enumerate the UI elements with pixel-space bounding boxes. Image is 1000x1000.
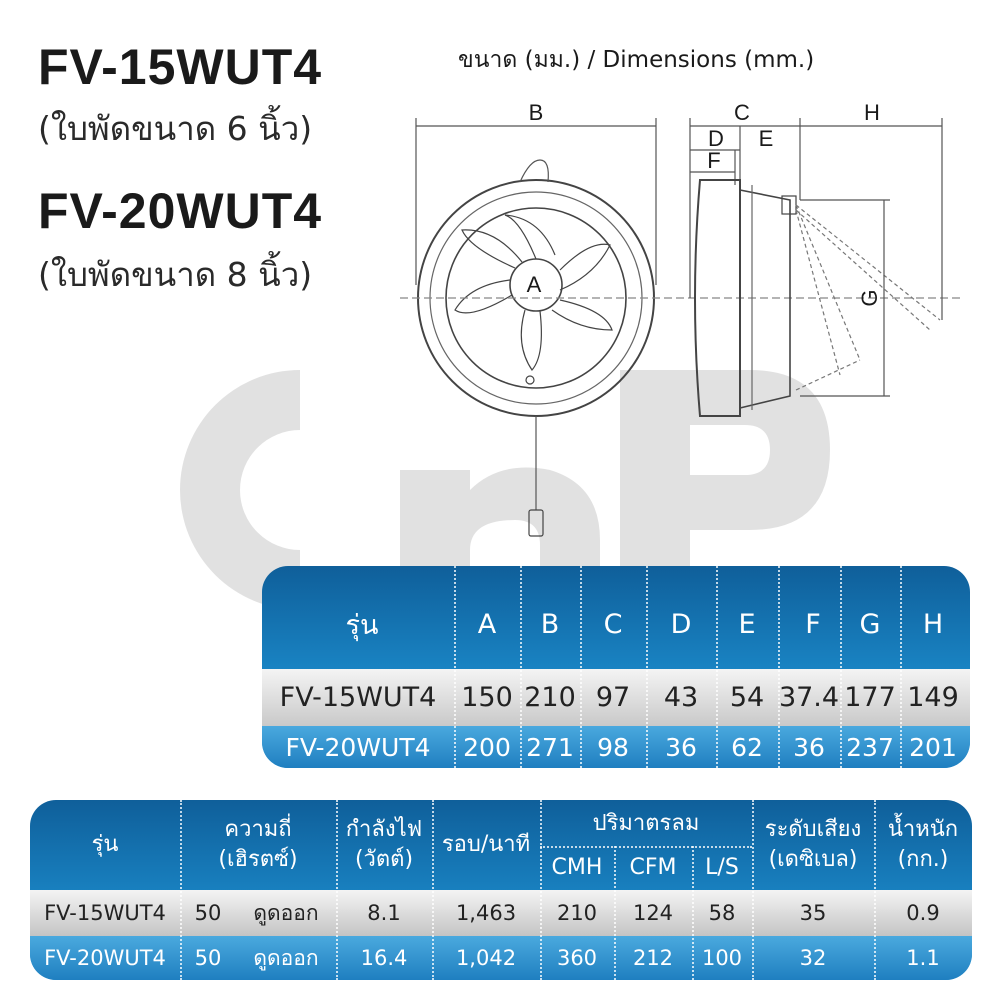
label-F: F xyxy=(707,148,721,173)
column-divider xyxy=(614,846,616,980)
header-F: F xyxy=(805,608,821,640)
cell-F: 37.4 xyxy=(778,682,840,713)
cell-noise: 32 xyxy=(799,946,827,970)
dimensions-heading: ขนาด (มม.) / Dimensions (mm.) xyxy=(458,47,815,73)
label-D: D xyxy=(708,126,724,151)
column-divider xyxy=(840,566,842,768)
cell-H: 201 xyxy=(909,732,957,762)
cell-A: 150 xyxy=(461,682,513,713)
cell-H: 149 xyxy=(907,682,959,713)
column-divider xyxy=(900,566,902,768)
cell-mode: ดูดออก xyxy=(253,945,319,970)
cell-D: 43 xyxy=(663,682,699,713)
cell-frequency: 50 xyxy=(194,901,222,925)
cell-cmh: 360 xyxy=(556,946,598,970)
header-H: H xyxy=(922,608,944,640)
column-divider xyxy=(580,566,582,768)
header-cfm: CFM xyxy=(629,855,677,880)
column-divider xyxy=(716,566,718,768)
label-A: A xyxy=(526,272,542,297)
label-C: C xyxy=(734,100,750,125)
header-frequency: ความถี่ (เฮิรตซ์) xyxy=(218,817,298,872)
cell-cfm: 124 xyxy=(632,901,674,925)
cell-B: 271 xyxy=(526,732,574,762)
column-divider xyxy=(874,800,876,980)
cell-noise: 35 xyxy=(799,901,827,925)
column-divider xyxy=(180,800,182,980)
cell-F: 36 xyxy=(793,732,825,762)
header-model: รุ่น xyxy=(91,832,119,857)
cell-model: FV-20WUT4 xyxy=(44,946,166,970)
header-noise: ระดับเสียง (เดซิเบล) xyxy=(764,817,862,872)
model-subtitle-fv20: (ใบพัดขนาด 8 นิ้ว) xyxy=(38,255,313,294)
cell-rpm: 1,042 xyxy=(455,946,517,970)
cell-power: 8.1 xyxy=(367,901,401,925)
cell-G: 177 xyxy=(844,682,896,713)
header-G: G xyxy=(859,608,881,640)
cell-weight: 1.1 xyxy=(906,946,940,970)
header-model: รุ่น xyxy=(345,609,379,641)
table-row xyxy=(30,890,972,936)
column-divider xyxy=(646,566,648,768)
header-C: C xyxy=(603,608,623,640)
cell-E: 54 xyxy=(729,682,765,713)
cell-power: 16.4 xyxy=(360,946,408,970)
header-D: D xyxy=(670,608,692,640)
header-cmh: CMH xyxy=(551,855,603,880)
cell-weight: 0.9 xyxy=(906,901,940,925)
cell-frequency: 50 xyxy=(194,946,222,970)
cell-E: 62 xyxy=(731,732,763,762)
cell-A: 200 xyxy=(463,732,511,762)
header-A: A xyxy=(477,608,497,640)
cell-G: 237 xyxy=(846,732,894,762)
cell-D: 36 xyxy=(665,732,697,762)
column-divider xyxy=(336,800,338,980)
header-B: B xyxy=(540,608,560,640)
model-title-fv20: FV-20WUT4 xyxy=(38,183,323,239)
model-subtitle-fv15: (ใบพัดขนาด 6 นิ้ว) xyxy=(38,109,313,148)
label-G: G xyxy=(857,289,882,307)
dimension-table xyxy=(262,566,970,768)
table-row xyxy=(262,669,970,726)
column-divider xyxy=(778,566,780,768)
header-weight: น้ำหนัก (กก.) xyxy=(887,817,959,872)
table-row xyxy=(30,936,972,980)
cell-ls: 100 xyxy=(701,946,743,970)
column-divider xyxy=(692,846,694,980)
specification-table xyxy=(30,800,972,980)
column-divider xyxy=(432,800,434,980)
cell-cmh: 210 xyxy=(556,901,598,925)
cell-mode: ดูดออก xyxy=(253,900,319,925)
column-divider xyxy=(540,800,542,980)
header-ls: L/S xyxy=(705,855,739,880)
header-airflow: ปริมาตรลม xyxy=(592,811,700,836)
header-E: E xyxy=(738,608,756,640)
row-divider xyxy=(540,846,752,848)
column-divider xyxy=(520,566,522,768)
specification-table-header xyxy=(30,800,972,890)
label-B: B xyxy=(528,100,544,125)
cell-rpm: 1,463 xyxy=(455,901,517,925)
cell-model: FV-20WUT4 xyxy=(285,732,431,762)
cell-cfm: 212 xyxy=(632,946,674,970)
cell-C: 97 xyxy=(595,682,631,713)
label-H: H xyxy=(864,100,880,125)
column-divider xyxy=(752,800,754,980)
column-divider xyxy=(454,566,456,768)
model-title-fv15: FV-15WUT4 xyxy=(38,39,323,95)
dimension-table-header xyxy=(262,566,970,669)
cell-C: 98 xyxy=(597,732,629,762)
header-power: กำลังไฟ (วัตต์) xyxy=(345,817,423,872)
cell-ls: 58 xyxy=(708,901,736,925)
table-row xyxy=(262,726,970,768)
label-E: E xyxy=(758,126,774,151)
cell-model: FV-15WUT4 xyxy=(279,682,437,713)
cell-B: 210 xyxy=(524,682,576,713)
header-rpm: รอบ/นาที xyxy=(441,832,531,857)
cell-model: FV-15WUT4 xyxy=(44,901,166,925)
